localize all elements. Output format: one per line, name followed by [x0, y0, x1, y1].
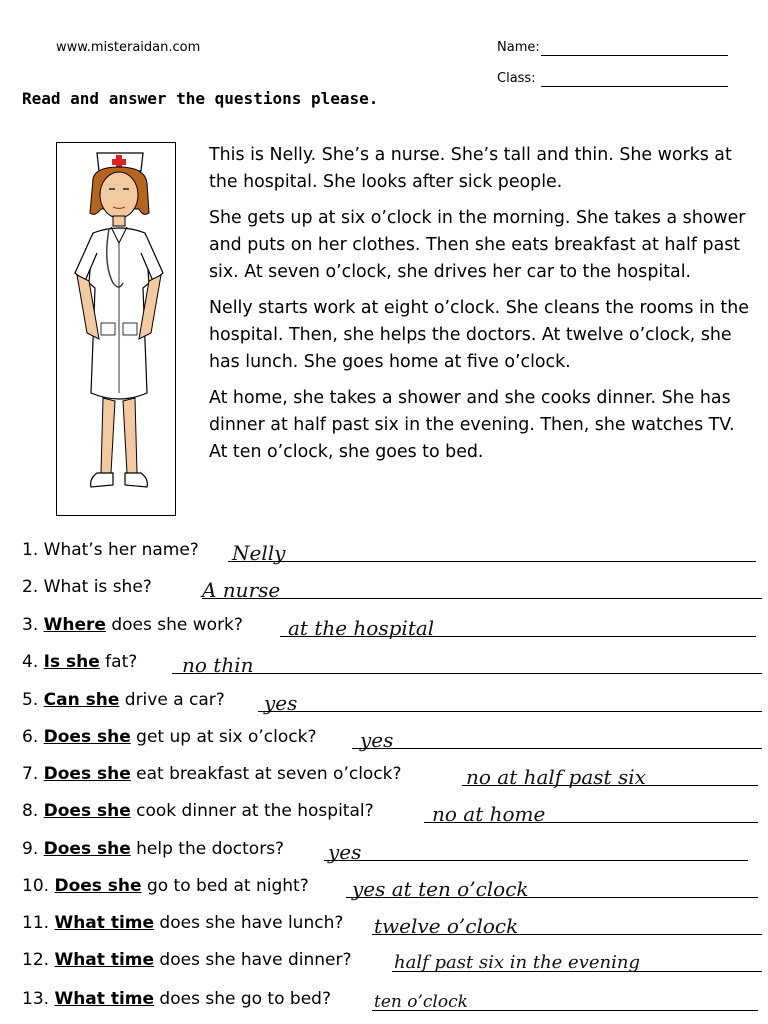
question-row — [22, 837, 752, 867]
question-row — [22, 911, 752, 941]
question-number: 11. — [22, 913, 50, 933]
handwritten-answer: yes — [328, 840, 362, 864]
handwritten-answer: no at home — [432, 802, 546, 826]
answer-line[interactable] — [258, 711, 762, 712]
question-keyword: Is she — [43, 652, 100, 672]
class-label: Class: — [497, 71, 536, 86]
answer-line[interactable] — [324, 860, 748, 861]
question-keyword: Does she — [43, 801, 131, 821]
question-text: go to bed at night? — [141, 876, 309, 896]
story-paragraph: At home, she takes a shower and she cooks dinner. She has dinner at half past six in the evening. Then, she watches TV. At ten o’clock, she goes to bed. — [209, 388, 735, 462]
question-number: 10. — [22, 876, 50, 896]
answer-line[interactable] — [202, 598, 762, 599]
question-number: 5. — [22, 690, 39, 710]
question-number: 12. — [22, 950, 50, 970]
question-number: 3. — [22, 615, 39, 635]
question-number: 9. — [22, 839, 39, 859]
question-text: eat breakfast at seven o’clock? — [130, 764, 402, 784]
question-keyword: Does she — [54, 876, 142, 896]
question-row — [22, 725, 752, 755]
question-text: does she have lunch? — [154, 913, 344, 933]
question-row — [22, 688, 752, 718]
question-number: 4. — [22, 652, 39, 672]
story-paragraph: Nelly starts work at eight o’clock. She cleans the rooms in the hospital. Then, she helps the doctors. At twelve o’clock, she has lunch. She goes home at five o’clock. — [209, 298, 749, 372]
handwritten-answer: yes at ten o’clock — [352, 877, 529, 901]
question-number: 8. — [22, 801, 39, 821]
question-text: What is she? — [43, 577, 152, 597]
website-url: www.misteraidan.com — [56, 40, 201, 55]
question-keyword: What time — [54, 913, 155, 933]
handwritten-answer: yes — [360, 728, 394, 752]
story-paragraph: This is Nelly. She’s a nurse. She’s tall and thin. She works at the hospital. She looks after sick people. — [209, 145, 732, 192]
question-text: fat? — [99, 652, 138, 672]
question-keyword: Where — [43, 615, 106, 635]
handwritten-answer: ten o’clock — [374, 992, 468, 1012]
question-keyword: Does she — [43, 727, 131, 747]
handwritten-answer: A nurse — [202, 578, 281, 602]
class-field[interactable] — [497, 71, 732, 89]
handwritten-answer: Nelly — [232, 541, 286, 565]
question-row — [22, 575, 752, 605]
answer-line[interactable] — [172, 673, 762, 674]
name-line — [541, 55, 728, 56]
class-line — [541, 86, 728, 87]
handwritten-answer: no at half past six — [466, 765, 646, 789]
question-row — [22, 762, 752, 792]
reading-passage — [209, 142, 749, 475]
question-text: does she go to bed? — [154, 989, 331, 1009]
question-number: 2. — [22, 577, 39, 597]
answer-line[interactable] — [352, 748, 762, 749]
question-number: 6. — [22, 727, 39, 747]
question-row — [22, 948, 752, 978]
question-number: 13. — [22, 989, 50, 1009]
instruction-heading: Read and answer the questions please. — [22, 89, 379, 108]
handwritten-answer: half past six in the evening — [394, 952, 640, 973]
question-row — [22, 538, 752, 568]
question-row — [22, 874, 752, 904]
nurse-icon — [57, 143, 175, 515]
question-text: help the doctors? — [130, 839, 285, 859]
question-keyword: What time — [54, 950, 155, 970]
answer-line[interactable] — [228, 561, 756, 562]
question-keyword: What time — [54, 989, 155, 1009]
question-keyword: Does she — [43, 839, 131, 859]
question-row — [22, 987, 752, 1017]
name-label: Name: — [497, 40, 540, 55]
question-row — [22, 799, 752, 829]
question-text: cook dinner at the hospital? — [130, 801, 374, 821]
question-keyword: Does she — [43, 764, 131, 784]
nurse-illustration — [56, 142, 176, 516]
question-row — [22, 613, 752, 643]
question-text: What’s her name? — [43, 540, 199, 560]
question-text: does she work? — [105, 615, 243, 635]
question-keyword: Can she — [43, 690, 120, 710]
question-text: drive a car? — [119, 690, 225, 710]
handwritten-answer: twelve o’clock — [374, 914, 519, 938]
question-text: does she have dinner? — [154, 950, 352, 970]
story-paragraph: She gets up at six o’clock in the morning. She takes a shower and puts on her clothes. Then she eats breakfast at half past six. At seven o’clock, she drives her car to the hospital. — [209, 208, 746, 282]
question-number: 1. — [22, 540, 39, 560]
question-number: 7. — [22, 764, 39, 784]
question-row — [22, 650, 752, 680]
handwritten-answer: yes — [264, 691, 298, 715]
handwritten-answer: no thin — [182, 653, 254, 677]
question-text: get up at six o’clock? — [130, 727, 317, 747]
name-field[interactable] — [497, 40, 732, 58]
handwritten-answer: at the hospital — [288, 616, 435, 640]
